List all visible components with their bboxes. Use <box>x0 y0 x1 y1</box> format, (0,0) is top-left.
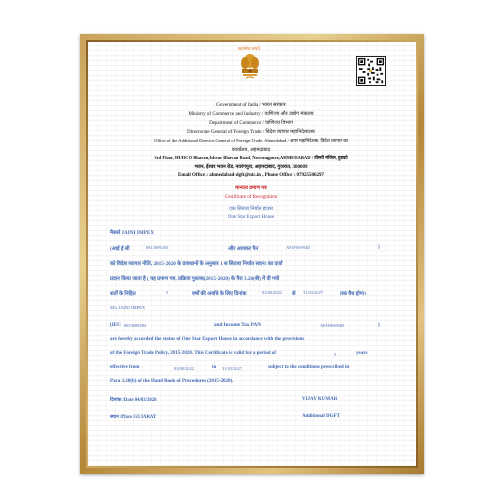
certificate-paper <box>88 42 416 466</box>
address-hindi: भवन, ईश्वर भवन रोड, नवरंगपुरा, अहमदाबाद, गुजरात, 380009 <box>194 165 308 170</box>
picture-frame <box>80 34 424 474</box>
pan-value-hindi: AFJFS6994D <box>286 245 311 250</box>
header-line-directorate: Directorate General of Foreign Trade / विदेश व्यापार महानिदेशालय <box>187 130 315 135</box>
pan-value-english: AFJFS6994D <box>320 323 345 328</box>
english-years-label: years <box>356 351 368 356</box>
iec-label-hindi: (आई ई सी <box>110 246 130 252</box>
header-line-government: Government of India / भारत सरकार <box>216 103 286 108</box>
english-date-from: 03/08/2022 <box>174 366 195 371</box>
english-line-4: of the Foreign Trade Policy, 2015-2020. This Certificate is valid for a period of <box>110 351 277 356</box>
qr-code-icon <box>356 56 386 86</box>
hindi-line-5-period: वर्षों की अवधि के लिए दिनांक <box>192 291 247 297</box>
iec-label-english: (IEC <box>110 322 121 328</box>
status-english: One Star Export House <box>227 215 275 220</box>
firm-name-english: M/s JAINI IMPEX <box>110 305 146 310</box>
hindi-date-from: 03/08/2022 <box>262 290 283 295</box>
address-english: 3rd Floor, HUDCO Bhavan,Ishvar Bhavan Road, Navrangpura,AHMEDABAD / तीसरी मंजिल, हुडको <box>154 155 348 160</box>
header-line-department: Department of Commerce / वाणिज्य विभाग <box>209 121 293 126</box>
pan-label-hindi: और आयकर पैन <box>228 246 259 252</box>
english-line-5-start: effective from <box>110 365 140 370</box>
hindi-line-5-se: से <box>292 291 296 297</box>
emblem-caption: सत्यमेव जयते <box>238 46 260 51</box>
english-line-5-end: subject to the conditions prescribed in <box>268 365 350 370</box>
signatory-designation: Additional DGFT <box>302 414 340 419</box>
english-years-value: 5 <box>334 352 337 357</box>
title-hindi: मान्यता प्रमाण पत्र <box>235 186 267 191</box>
iec-value-hindi: 0813009284 <box>146 245 168 250</box>
english-line-3: are hereby accorded the status of One Star Export House in accordance with the provisions <box>110 337 305 342</box>
hindi-line-5-end: तक वैध होगा। <box>340 291 366 297</box>
hindi-line-5-start: शर्तों के निहित <box>110 291 136 297</box>
english-line-6: Para 3.20(b) of the Hand Book of Procedures (2015-2020). <box>110 379 234 384</box>
national-emblem-icon <box>238 53 262 83</box>
hindi-line-3: को विदेश व्यापार नीति, 2015-2020 के प्रावधानों के अनुसार 1 स सितारा निर्यात सदन। का दर्जा <box>110 261 283 267</box>
header-line-ministry: Ministry of Commerce and Industry / वाणिज्य और उद्योग मंत्रालय <box>188 112 314 117</box>
contact-line: Email Office : ahmedabad-dgft@nic.in , Phone Office : 07925506297 <box>177 173 325 178</box>
close-paren-english: ) <box>378 322 380 328</box>
frame-inner-border <box>86 40 418 468</box>
pan-label-english: and Income Tax PAN <box>214 322 262 328</box>
english-date-to: 31/03/2027 <box>222 366 243 371</box>
firm-name-hindi: मैसर्स JAINI IMPEX <box>110 230 155 236</box>
issue-place: स्थान /Place GUJARAT <box>110 415 157 420</box>
header-line-office-hindi: कार्यालय, अहमदाबाद <box>231 148 271 153</box>
status-hindi: एक सितारा निर्यात हाउस <box>229 207 273 212</box>
hindi-years-value: 5 <box>166 290 169 295</box>
signatory-name: VIJAY KUMAR <box>302 397 338 402</box>
title-english: Certificate of Recognition <box>224 195 278 200</box>
hindi-date-to: 31/03/2027 <box>303 290 324 295</box>
hindi-line-4: प्रदान किया जाता है ( यह प्रमाण पत्र, प्रक्रिया पुस्तक(2015-2020) के पैरा 3.20(बी) में दी गयी <box>110 276 280 282</box>
issue-date: दिनांक /Date 04/03/2020 <box>110 398 157 403</box>
english-line-5-to: to <box>212 365 217 370</box>
header-line-office: Office of the Additional Director General of Foreign Trade, Ahmedabad / अपर महानिदेशक, विदेश व्यापार का <box>154 138 348 143</box>
close-paren-hindi: ) <box>378 244 380 250</box>
iec-value-english: 0813009284 <box>124 323 146 328</box>
